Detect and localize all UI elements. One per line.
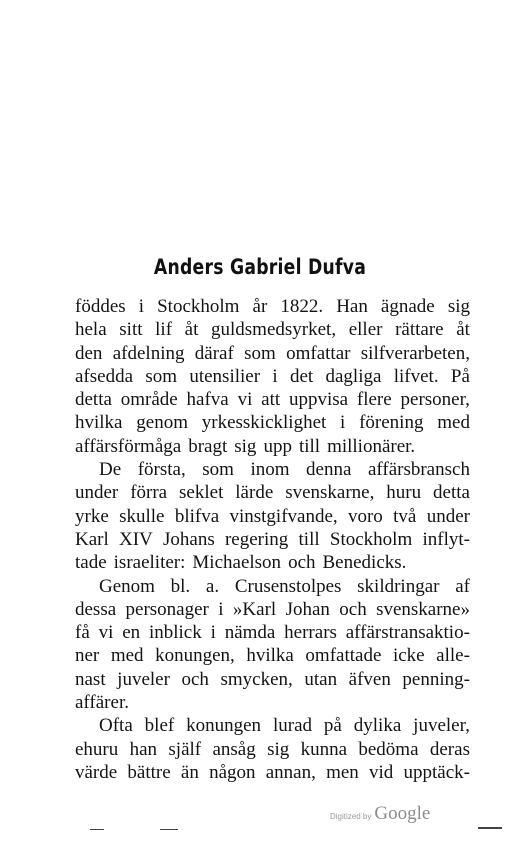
text-line: Ofta blef konungen lurad på dylika juveler, [99,715,470,737]
chapter-heading: Anders Gabriel Dufva [153,255,367,279]
watermark-prefix: Digitized by [330,812,372,821]
text-line: ner med konungen, hvilka omfattade icke alle- [75,645,470,667]
text-line: yrke skulle blifva vinstgifvande, voro två under [75,505,470,527]
text-line: afsedda som utensilier i det dagliga lifvet. På [75,365,470,387]
scan-edge-mark [478,827,502,829]
scan-edge-mark [90,829,104,830]
text-line: den afdelning däraf som omfattar silfverarbeten, [75,342,470,364]
watermark-brand: Google [374,803,431,824]
text-line: värde bättre än någon annan, men vid upptäck- [75,761,470,783]
text-line: De första, som inom denna affärsbransch [99,459,470,481]
text-line: under förra seklet lärde svenskarne, huru detta [75,482,470,504]
text-line: affärer. [75,692,129,714]
text-line: nast juveler och smycken, utan äfven penning- [75,668,470,690]
text-line: föddes i Stockholm år 1822. Han ägnade sig [75,296,470,317]
text-line: Karl XIV Johans regering till Stockholm inflyt- [75,528,470,550]
text-line: hvilka genom yrkesskicklighet i förening med [75,412,470,434]
text-line: hela sitt lif åt guldsmedsyrket, eller rättare åt [75,319,470,341]
text-line: affärsförmåga bragt sig upp till millionärer. [75,435,416,457]
text-line: tade israeliter: Michaelson och Benedicks. [75,552,407,574]
digitization-watermark [330,803,430,825]
text-line: få vi en inblick i nämda herrars affärstransaktio- [75,622,470,644]
scan-edge-mark [160,829,178,830]
text-line: Genom bl. a. Crusenstolpes skildringar af [99,575,470,597]
text-line: detta område hafva vi att uppvisa flere personer, [75,389,470,411]
text-line: dessa personager i »Karl Johan och svenskarne» [75,598,470,620]
text-line: ehuru han själf ansåg sig kunna bedöma deras [75,738,470,760]
body-text [75,295,470,784]
